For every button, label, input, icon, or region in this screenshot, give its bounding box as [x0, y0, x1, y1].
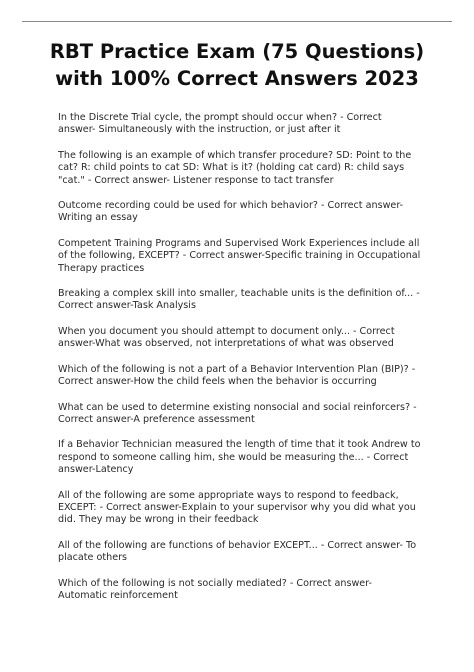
question-item-6: When you document you should attempt to document only... - Correct answer-What was observed, not interpretations of what was observed — [58, 325, 395, 350]
question-item-11: All of the following are functions of behavior EXCEPT... - Correct answer- To placate others — [58, 539, 417, 564]
question-item-3: Outcome recording could be used for which behavior? - Correct answer- Writing an essay — [58, 200, 404, 224]
question-item-1: In the Discrete Trial cycle, the prompt should occur when? - Correct answer- Simultaneously with the instruction, or just after it — [58, 112, 382, 136]
title-line-1: RBT Practice Exam (75 Questions) — [49, 40, 425, 63]
question-item-5: Breaking a complex skill into smaller, teachable units is the definition of... - Correct answer-Task Analysis — [58, 288, 420, 312]
question-list — [58, 112, 422, 615]
title-line-2: with 100% Correct Answers 2023 — [55, 67, 419, 90]
question-item-9: If a Behavior Technician measured the length of time that it took Andrew to respond to someone calling him, she would be measuring the... - Correct answer-Latency — [58, 439, 421, 476]
question-item-2: The following is an example of which transfer procedure? SD: Point to the cat? R: child points to cat SD: What is it? (holding cat card) R: child says "cat." - Correct answer- Listener response to tact transfer — [58, 149, 412, 186]
document-title — [30, 38, 444, 92]
question-item-4: Competent Training Programs and Supervised Work Experiences include all of the following, EXCEPT? - Correct answer-Specific training in Occupational Therapy practices — [58, 237, 421, 274]
top-rule — [22, 21, 452, 22]
question-item-10: All of the following are some appropriate ways to respond to feedback, EXCEPT: - Correct answer-Explain to your supervisor why you did what you did. They may be wrong in their feedback — [58, 489, 416, 526]
question-item-8: What can be used to determine existing nonsocial and social reinforcers? - Correct answer-A preference assessment — [58, 401, 417, 425]
question-item-7: Which of the following is not a part of a Behavior Intervention Plan (BIP)? - Correct answer-How the child feels when the behavior is occurring — [58, 363, 416, 388]
question-item-12: Which of the following is not socially mediated? - Correct answer- Automatic reinforcement — [58, 577, 372, 601]
